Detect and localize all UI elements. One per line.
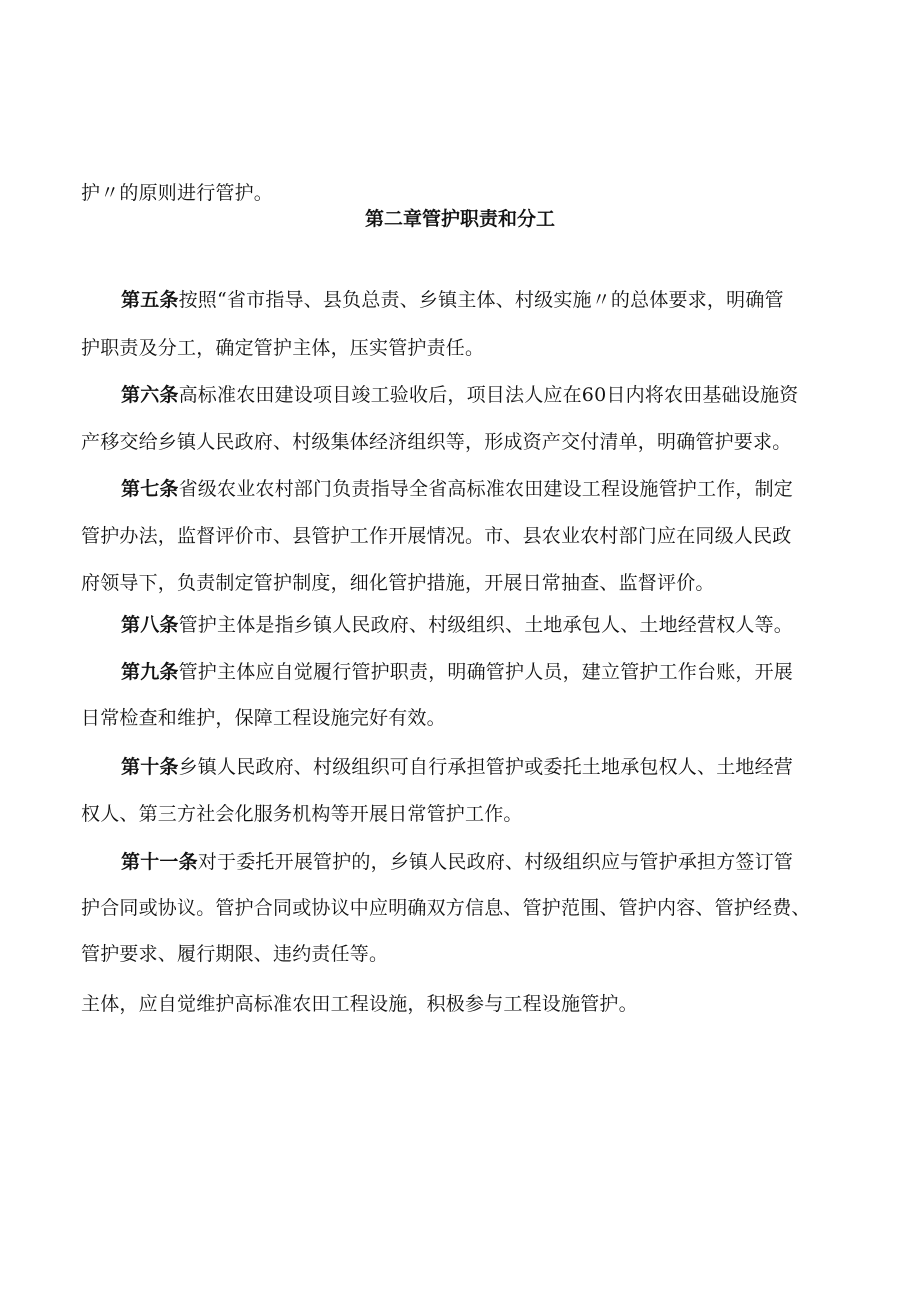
article-8-text: 管护主体是指乡镇人民政府、村级组织、土地承包人、土地经营权人等。 [178,614,794,636]
article-10-line-1 [121,755,793,779]
article-7-label: 第七条 [121,478,179,500]
article-10-label: 第十条 [121,756,179,778]
article-10-line-2: 权人、第三方社会化服务机构等开展日常管护工作。 [81,803,523,825]
chapter-heading: 第二章管护职责和分工 [364,208,555,230]
article-6-line-1 [121,383,798,407]
article-9-label: 第九条 [121,661,179,683]
closing-line-text: 主体，应自觉维护高标准农田工程设施，积极参与工程设施管护。 [81,993,638,1015]
article-7-line-3: 府领导下，负责制定管护制度，细化管护措施，开展日常抽查、监督评价。 [81,572,715,594]
article-7-line-1 [121,477,793,501]
article-7-text: 省级农业农村部门负责指导全省高标准农田建设工程设施管护工作，制定 [178,478,794,500]
article-7-line-2: 管护办法，监督评价市、县管护工作开展情况。市、县农业农村部门应在同级人民政 [81,525,792,547]
article-11-line-3: 管护要求、履行期限、违约责任等。 [81,943,389,965]
article-11-label: 第十一条 [121,851,198,873]
article-8-line-1 [121,613,793,637]
article-5-line-1 [121,288,784,312]
article-9-text: 管护主体应自觉履行管护职责，明确管护人员，建立管护工作台账，开展 [178,661,794,683]
intro-tail-text: 护〃的原则进行管护。 [81,182,274,204]
article-5-label: 第五条 [121,289,179,311]
article-11-line-2: 护合同或协议。管护合同或协议中应明确双方信息、管护范围、管护内容、管护经费、 [81,897,811,919]
article-11-text: 对于委托开展管护的，乡镇人民政府、村级组织应与管护承担方签订管 [197,851,794,873]
article-5-line-2: 护职责及分工，确定管护主体，压实管护责任。 [81,337,485,359]
article-5-text: 按照“省市指导、县负总责、乡镇主体、村级实施〃的总体要求，明确管 [178,289,784,311]
article-9-line-1 [121,660,793,684]
article-6-label: 第六条 [121,384,179,406]
article-10-text: 乡镇人民政府、村级组织可自行承担管护或委托土地承包权人、土地经营 [178,756,794,778]
article-11-line-1 [121,850,793,874]
article-9-line-2: 日常检查和维护，保障工程设施完好有效。 [81,707,446,729]
article-6-text: 高标准农田建设项目竣工验收后，项目法人应在60日内将农田基础设施资 [178,384,799,406]
article-8-label: 第八条 [121,614,179,636]
article-6-line-2: 产移交给乡镇人民政府、村级集体经济组织等，形成资产交付清单，明确管护要求。 [81,431,792,453]
